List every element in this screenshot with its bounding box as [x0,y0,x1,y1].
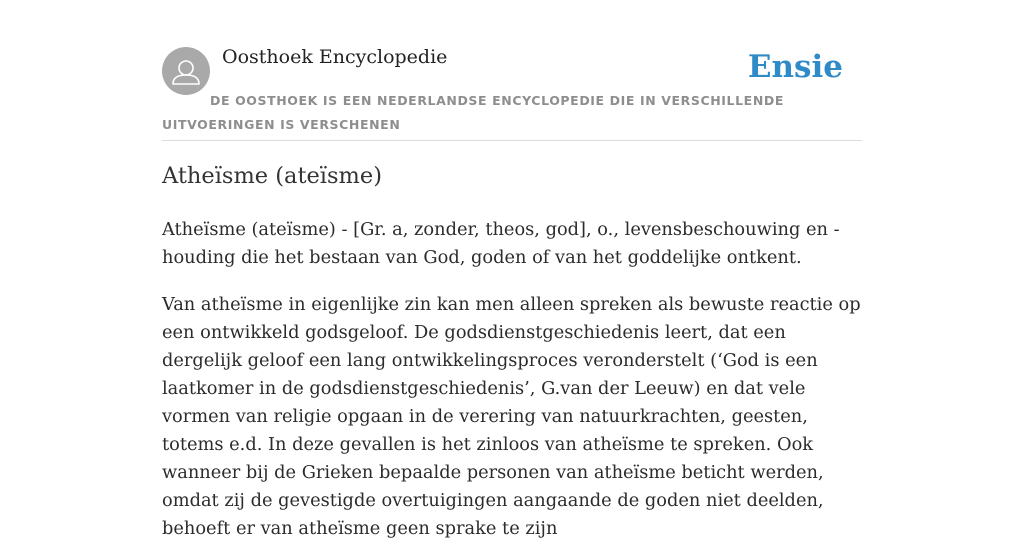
source-header [162,0,862,141]
user-icon [162,47,210,95]
page [162,0,862,539]
source-avatar[interactable] [162,47,210,95]
article-paragraph: Van atheïsme in eigenlijke zin kan men alleen spreken als bewuste reactie op een ontwikkeld godsgeloof. De godsdienstgeschiedenis leert, dat een dergelijk geloof een lang ontwikkelingsproces veronderstelt (‘God is een laatkomer in de godsdienstgeschiedenis’, G.van der Leeuw) en dat vele vormen van religie opgaan in de verering van natuurkrachten, geesten, totems e.d. In deze gevallen is het zinloos van atheïsme te spreken. Ook wanneer bij de Grieken bepaalde personen van atheïsme beticht werden, omdat zij de gevestigde overtuigingen aangaande de goden niet deelden, behoeft er van atheïsme geen sprake te zijn [162,294,861,539]
article-paragraph: Atheïsme (ateïsme) - [Gr. a, zonder, theos, god], o., levensbeschouwing en -houding die het bestaan van God, goden of van het goddelijke ontkent. [162,219,840,268]
brand-logo[interactable]: Ensie [747,49,843,85]
article-title: Atheïsme (ateïsme) [162,163,382,189]
source-name-link[interactable]: Oosthoek Encyclopedie [222,46,448,68]
source-description: DE OOSTHOEK IS EEN NEDERLANDSE ENCYCLOPEDIE DIE IN VERSCHILLENDE UITVOERINGEN IS VERSCHENEN [162,93,784,132]
